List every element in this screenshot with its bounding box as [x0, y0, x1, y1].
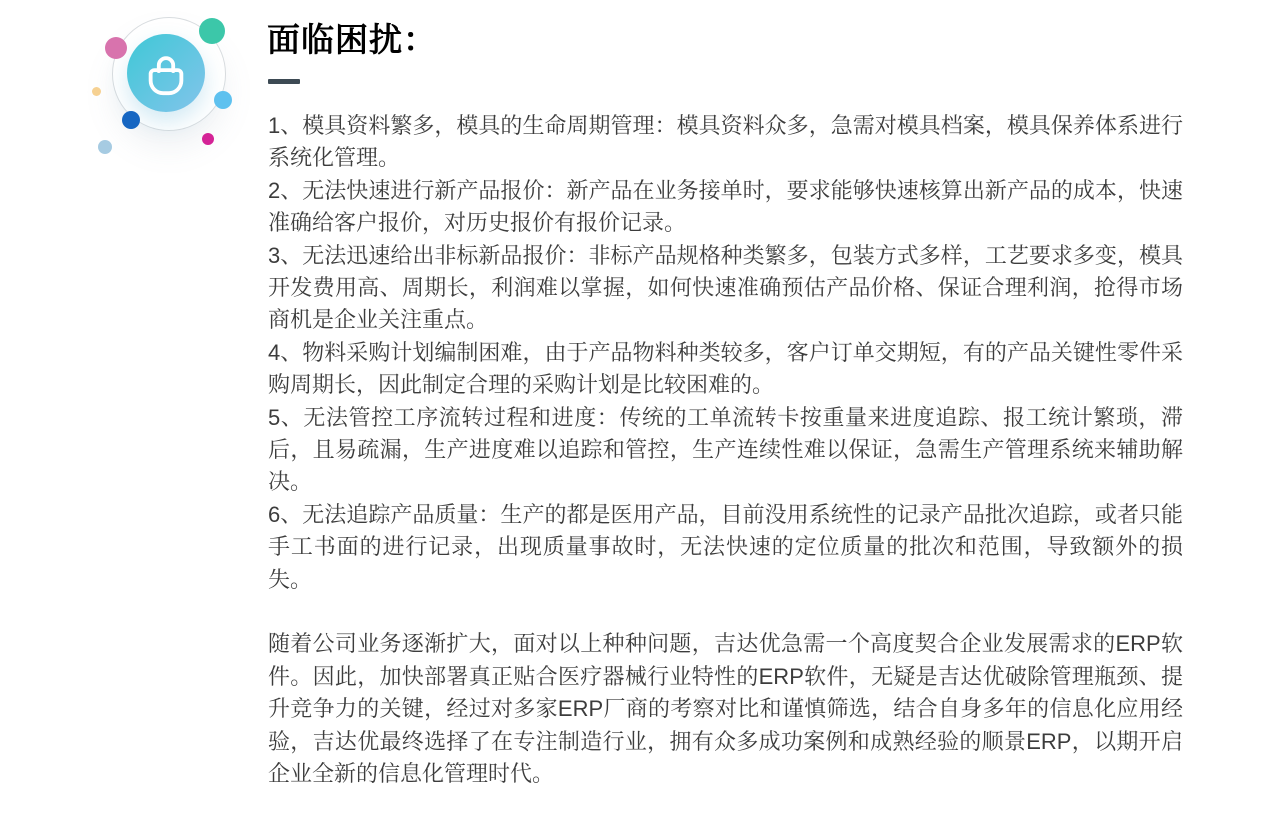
decor-dot-teal: [199, 18, 225, 44]
page-title: 面临困扰：: [267, 21, 437, 58]
title-divider-dash: [268, 79, 300, 84]
problem-item-3: 3、无法迅速给出非标新品报价：非标产品规格种类繁多，包装方式多样，工艺要求多变，模具开发费用高、周期长，利润难以掌握，如何快速准确预估产品价格、保证合理利润，抢得市场商机是企业关注重点。: [268, 242, 1183, 333]
lock-icon: [144, 49, 188, 97]
lock-badge-circle: [127, 34, 205, 112]
problem-item-1: 1、模具资料繁多，模具的生命周期管理：模具资料众多，急需对模具档案，模具保养体系进行系统化管理。: [268, 113, 1183, 171]
closing-paragraph: 随着公司业务逐渐扩大，面对以上种种问题，吉达优急需一个高度契合企业发展需求的ERP软件。因此，加快部署真正贴合医疗器械行业特性的ERP软件，无疑是吉达优破除管理瓶颈、提升竞争力的关键，经过对多家ERP厂商的考察对比和谨慎筛选，结合自身多年的信息化应用经验，吉达优最终选择了在专注制造行业，拥有众多成功案例和成熟经验的顺景ERP，以期开启企业全新的信息化管理时代。: [268, 631, 1183, 787]
problem-list: [268, 110, 1183, 791]
decor-dot-skyblue: [214, 91, 232, 109]
orbit-ring: [112, 17, 226, 131]
decor-dot-pink: [105, 37, 127, 59]
problem-item-6: 6、无法追踪产品质量：生产的都是医用产品，目前没用系统性的记录产品批次追踪，或者只能手工书面的进行记录，出现质量事故时，无法快速的定位质量的批次和范围，导致额外的损失。: [268, 501, 1183, 592]
decor-dot-darkblue: [122, 111, 140, 129]
decor-dot-magenta: [202, 133, 214, 145]
decor-dot-orange: [92, 87, 101, 96]
problem-item-5: 5、无法管控工序流转过程和进度：传统的工单流转卡按重量来进度追踪、报工统计繁琐，滞后，且易疏漏，生产进度难以追踪和管控，生产连续性难以保证，急需生产管理系统来辅助解决。: [268, 404, 1183, 495]
problem-item-2: 2、无法快速进行新产品报价：新产品在业务接单时，要求能够快速核算出新产品的成本，快速准确给客户报价，对历史报价有报价记录。: [268, 177, 1183, 236]
decor-dot-paleblue: [98, 140, 112, 154]
problem-item-4: 4、物料采购计划编制困难，由于产品物料种类较多，客户订单交期短，有的产品关键性零件采购周期长，因此制定合理的采购计划是比较困难的。: [268, 339, 1183, 398]
